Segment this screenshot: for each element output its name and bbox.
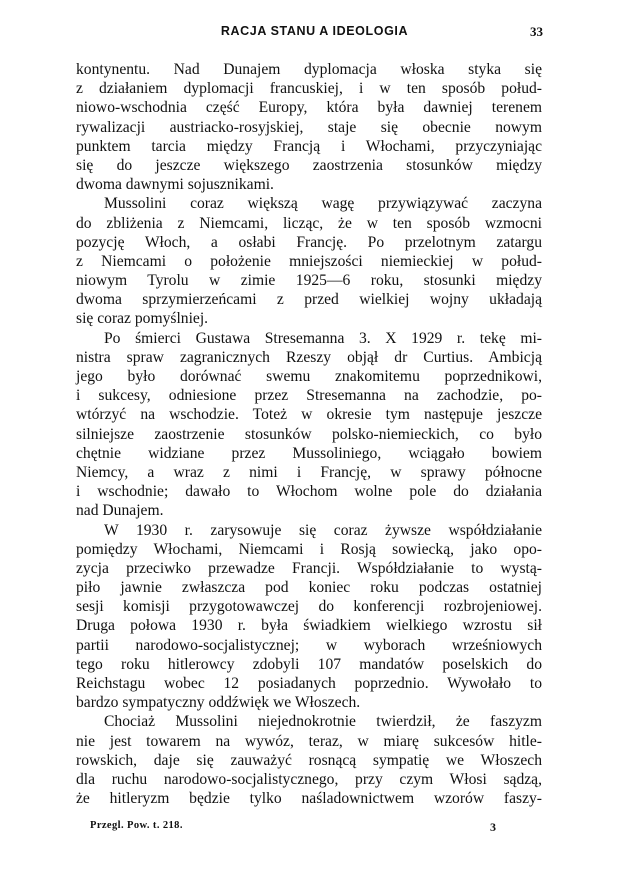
text-line: i wschodnie; dawało to Włochom wolne pole do działania: [76, 483, 542, 501]
text-line: rywalizacji austriacko-rosyjskiej, staje się obecnie nowym: [76, 118, 542, 136]
text-line: sesji komisji przygotowawczej do konferencji rozbrojeniowej.: [76, 598, 542, 616]
running-title: RACJA STANU A IDEOLOGIA: [220, 24, 409, 38]
text-line: nad Dunajem.: [76, 502, 164, 520]
text-line: nie jest towarem na wywóz, teraz, w miarę sukcesów hitle-: [76, 732, 542, 750]
signature-note: Przegl. Pow. t. 218.: [90, 820, 183, 831]
text-line: zycja przeciwko przewadze Francji. Współdziałanie to wystą-: [76, 559, 542, 577]
text-line: tego roku hitlerowcy zdobyli 107 mandatów poselskich do: [76, 655, 542, 673]
text-line: bardzo sympatyczny oddźwięk we Włoszech.: [76, 694, 361, 712]
text-line: silniejsze zaostrzenie stosunków polsko-niemieckich, co było: [76, 425, 542, 443]
text-line: dwoma dawnymi sojusznikami.: [76, 176, 274, 194]
text-line: kontynentu. Nad Dunajem dyplomacja włoska styka się: [76, 61, 542, 78]
text-line: rowskich, daje się zauważyć rosnącą sympatię we Włoszech: [76, 751, 542, 769]
text-line: jego było dorównać swemu znakomitemu poprzednikowi,: [76, 368, 542, 385]
text-line: do zbliżenia z Niemcami, licząc, że w ten sposób wzmocni: [76, 214, 542, 232]
text-line: piło jawnie zwłaszcza pod koniec roku podczas ostatniej: [76, 579, 542, 597]
text-line: się coraz pomyślniej.: [76, 310, 209, 328]
text-line: Reichstagu wobec 12 posiadanych poprzednio. Wywołało to: [76, 675, 542, 692]
text-line: pomiędzy Włochami, Niemcami i Rosją sowiecką, jako opo-: [76, 540, 542, 558]
text-line: W 1930 r. zarysowuje się coraz żywsze współdziałanie: [104, 521, 542, 539]
text-line: chętnie widziane przez Mussoliniego, wciągało bowiem: [76, 444, 542, 462]
text-line: niowym Tyrolu w zimie 1925—6 roku, stosunki między: [76, 272, 542, 290]
body-text: [76, 60, 542, 808]
text-line: nistra spraw zagranicznych Rzeszy objął dr Curtius. Ambicją: [76, 348, 542, 366]
page-header: [0, 24, 629, 44]
text-line: i sukcesy, odniesione przez Stresemanna na zachodzie, po-: [76, 387, 542, 405]
page-number: 33: [530, 24, 543, 39]
text-line: Druga połowa 1930 r. była świadkiem wielkiego wzrostu sił: [76, 617, 542, 635]
text-line: pozycję Włoch, a osłabi Francję. Po przelotnym zatargu: [76, 233, 542, 251]
text-line: Niemcy, a wraz z nimi i Francję, w sprawy północne: [76, 463, 542, 481]
text-line: z działaniem dyplomacji francuskiej, i w ten sposób połud-: [76, 80, 542, 98]
text-line: z Niemcami o położenie mniejszości niemieckiej w połud-: [76, 252, 542, 270]
signature-mark: 3: [490, 820, 496, 834]
text-line: Chociaż Mussolini niejednokrotnie twierdził, że faszyzm: [104, 713, 542, 731]
page-footer: [0, 820, 629, 836]
text-line: że hitleryzm będzie tylko naśladownictwem wzorów faszy-: [76, 790, 542, 808]
text-line: dwoma sprzymierzeńcami z przed wielkiej wojny układają: [76, 291, 542, 309]
text-line: dla ruchu narodowo-socjalistycznego, przy czym Włosi sądzą,: [76, 770, 542, 788]
text-line: niowo-wschodnia część Europy, która była dawniej terenem: [76, 99, 542, 117]
text-line: punktem tarcia między Francją i Włochami, przyczyniając: [76, 137, 542, 155]
text-line: Po śmierci Gustawa Stresemanna 3. X 1929 r. tekę mi-: [104, 329, 542, 347]
text-line: Mussolini coraz większą wagę przywiązywać zaczyna: [104, 195, 542, 213]
text-line: się do jeszcze większego zaostrzenia stosunków między: [76, 156, 542, 174]
text-line: partii narodowo-socjalistycznej; w wyborach wrześniowych: [76, 636, 542, 654]
text-line: wtórzyć na wschodzie. Toteż w okresie tym następuje jeszcze: [76, 406, 542, 424]
